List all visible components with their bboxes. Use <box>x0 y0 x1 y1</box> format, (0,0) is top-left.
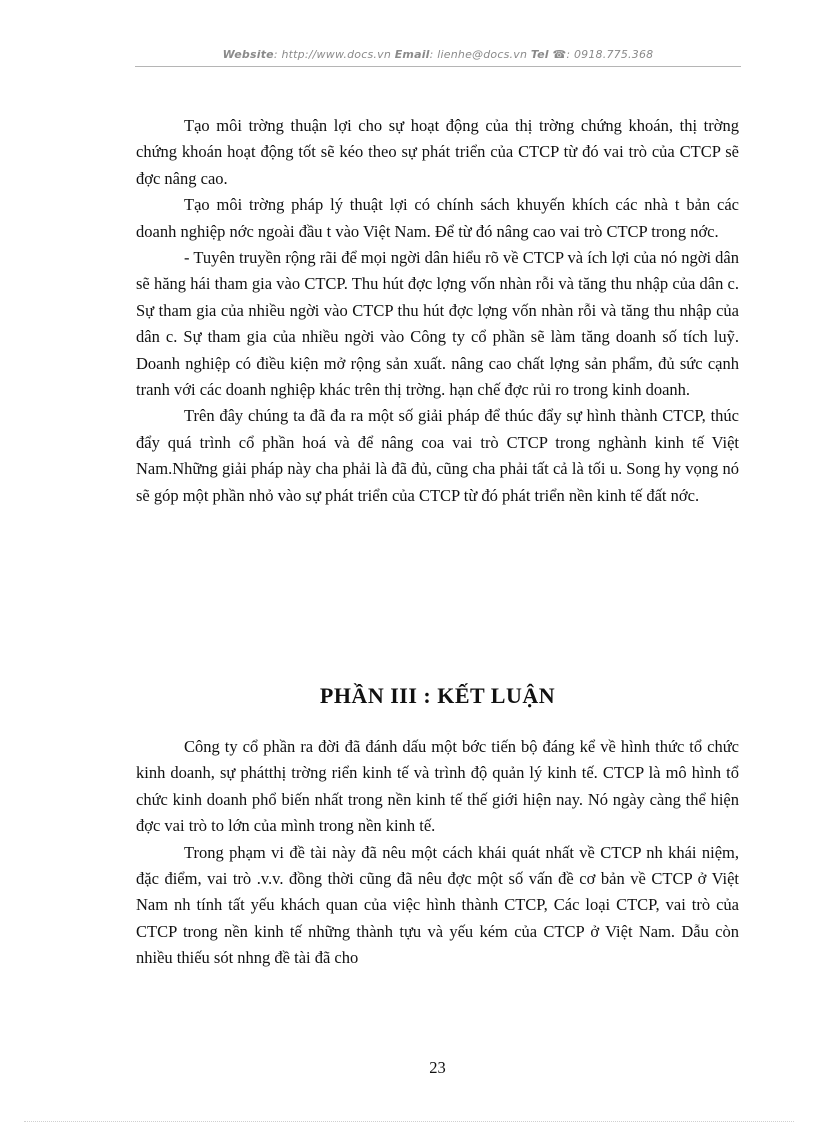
email-label: Email <box>394 48 430 61</box>
page-number: 23 <box>429 1058 446 1077</box>
tel-label: Tel <box>530 48 549 61</box>
phone-icon: ☎ <box>552 48 567 61</box>
body-text-before <box>136 113 739 509</box>
section-title: PHẦN III : KẾT LUẬN <box>319 683 556 708</box>
page-header <box>135 48 741 61</box>
tel-value: : 0918.775.368 <box>566 48 654 61</box>
header-divider <box>135 66 741 67</box>
paragraph: - Tuyên truyền rộng rãi để mọi ngời dân hiểu rõ về CTCP và ích lợi của nó ngời dân sẽ hăng hái tham gia vào CTCP. Thu hút đợc lợng vốn nhàn rỗi và tăng thu nhập của dân c. Sự tham gia của nhiều ngời vào CTCP thu hút đợc lợng vốn nhàn rỗi và tăng thu nhập của dân c. Sự tham gia của nhiều ngời vào Công ty cổ phần sẽ làm tăng doanh số tích luỹ. Doanh nghiệp có điều kiện mở rộng sản xuất. nâng cao chất lợng sản phẩm, đủ sức cạnh tranh với các doanh nghiệp khác trên thị trờng. hạn chế đợc rủi ro trong kinh doanh. <box>136 248 739 400</box>
paragraph: Tạo môi trờng thuận lợi cho sự hoạt động của thị trờng chứng khoán, thị trờng chứng khoán hoạt động tốt sẽ kéo theo sự phát triển của CTCP từ đó vai trò của CTCP sẽ đợc nâng cao. <box>136 116 739 188</box>
paragraph: Trên đây chúng ta đã đa ra một số giải pháp để thúc đẩy sự hình thành CTCP, thúc đẩy quá trình cổ phần hoá và để nâng coa vai trò CTCP trong nghành kinh tế Việt Nam.Những giải pháp này cha phải là đã đủ, cũng cha phải tất cả là tối u. Song hy vọng nó sẽ góp một phần nhỏ vào sự phát triển của CTCP từ đó phát triển nền kinh tế đất nớc. <box>136 406 739 505</box>
paragraph: Trong phạm vi đề tài này đã nêu một cách khái quát nhất về CTCP nh khái niệm, đặc điểm, vai trò .v.v. đồng thời cũng đã nêu đợc một số vấn đề cơ bản về CTCP ở Việt Nam nh tính tất yếu khách quan của việc hình thành CTCP, Các loại CTCP, vai trò của CTCP trong nền kinh tế những thành tựu và yếu kém của CTCP ở Việt Nam. Dẫu còn nhiều thiếu sót nhng đề tài đã cho <box>136 842 739 968</box>
footer-divider <box>24 1121 794 1122</box>
website-label: Website <box>222 48 274 61</box>
email-value: : lienhe@docs.vn <box>429 48 528 61</box>
website-value: : http://www.docs.vn <box>273 48 391 61</box>
body-text-after <box>136 734 739 972</box>
paragraph: Công ty cổ phần ra đời đã đánh dấu một bớc tiến bộ đáng kể về hình thức tổ chức kinh doanh, sự phátthị trờng riển kinh tế và trình độ quản lý kinh tế. CTCP là mô hình tổ chức kinh doanh phổ biến nhất trong nền kinh tế thế giới hiện nay. Nó ngày càng thể hiện đợc vai trò to lớn của mình trong nền kinh tế. <box>136 737 739 836</box>
paragraph: Tạo môi trờng pháp lý thuật lợi có chính sách khuyến khích các nhà t bản các doanh nghiệp nớc ngoài đầu t vào Việt Nam. Để từ đó nâng cao vai trò CTCP trong nớc. <box>136 195 739 241</box>
